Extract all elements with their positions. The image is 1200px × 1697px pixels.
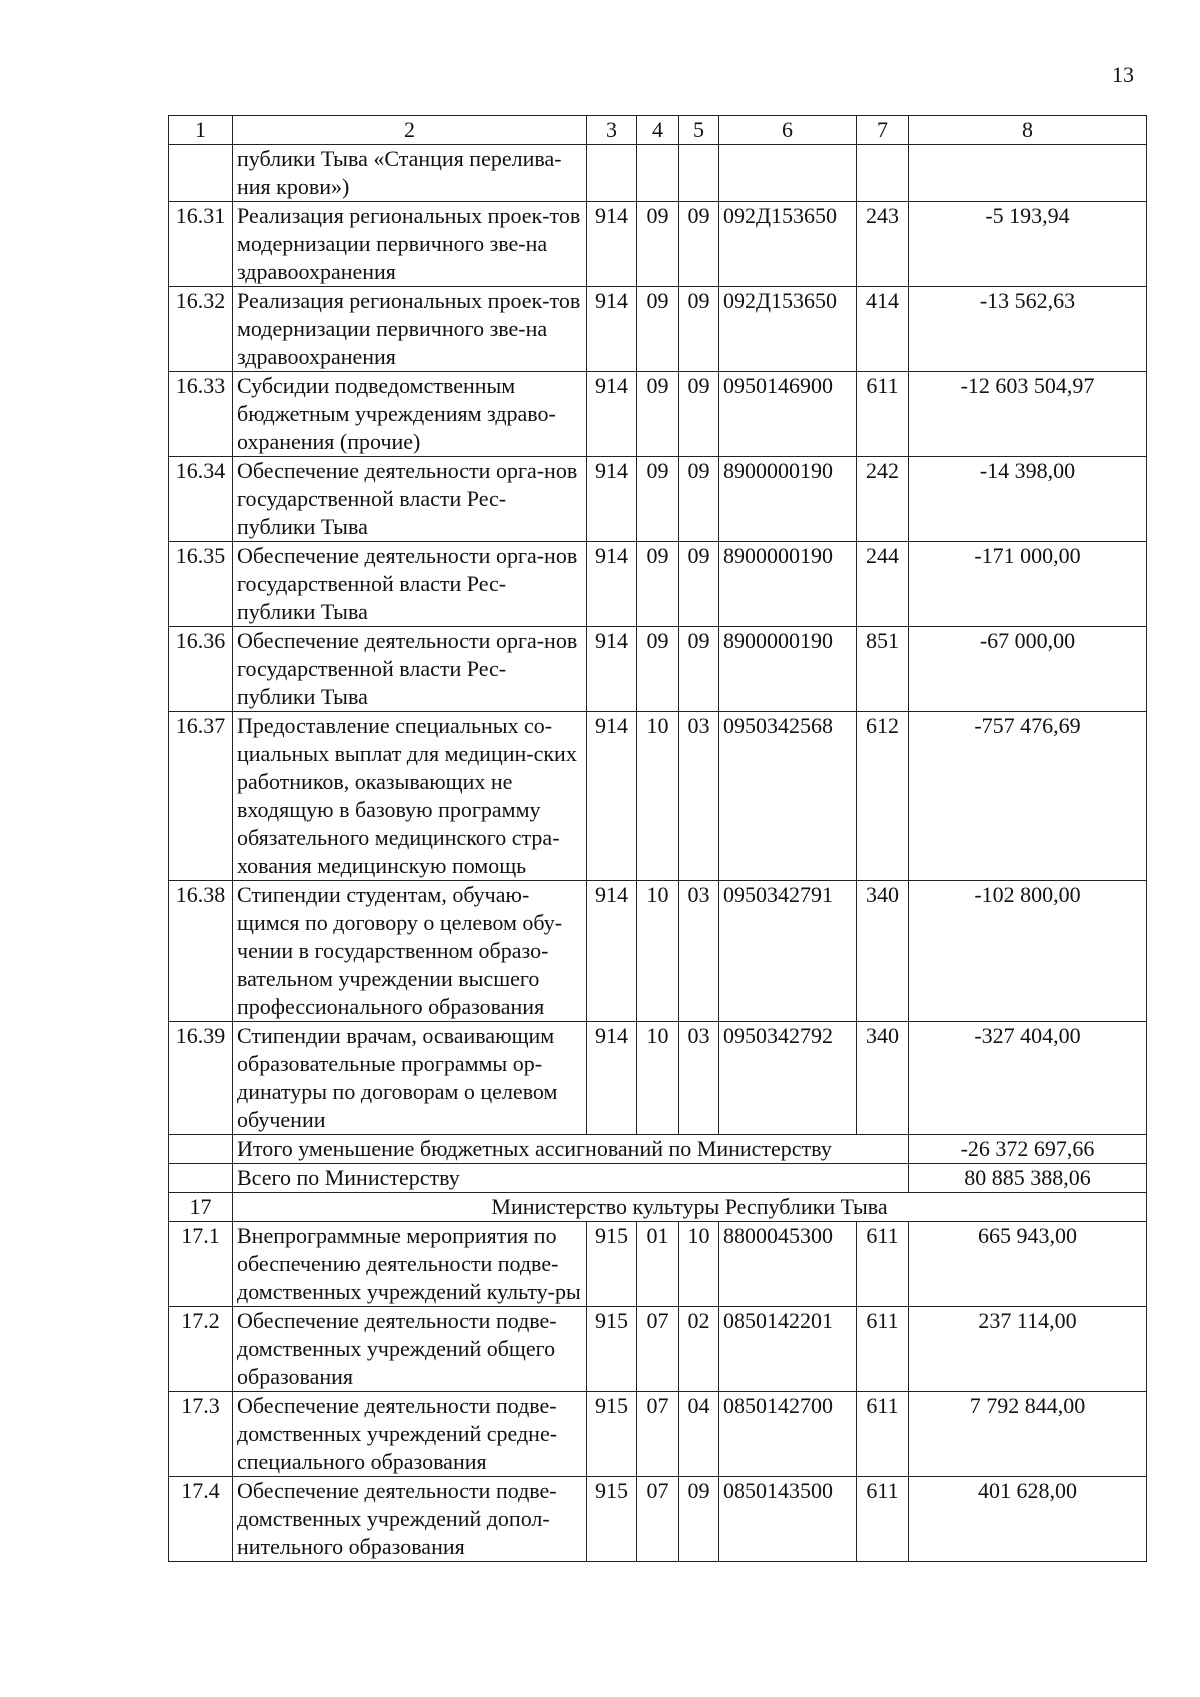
section-title: Министерство культуры Республики Тыва [233,1193,1147,1222]
row-grbs: 915 [587,1307,637,1392]
row-amount: -171 000,00 [909,542,1147,627]
table-row [169,881,1147,1022]
row-target-article: 0850142201 [719,1307,857,1392]
row-amount [909,145,1147,202]
row-expense-type: 612 [857,712,909,881]
row-target-article: 0850142700 [719,1392,857,1477]
table-row [169,145,1147,202]
row-name: Обеспечение деятельности подве-домственных учреждений средне-специального образования [233,1392,587,1477]
row-subsection-code [679,145,719,202]
row-section-code: 10 [637,712,679,881]
row-section-code: 10 [637,881,679,1022]
row-expense-type: 244 [857,542,909,627]
row-subsection-code: 03 [679,1022,719,1135]
row-expense-type: 611 [857,1307,909,1392]
row-name: Обеспечение деятельности орга-нов государственной власти Рес-публики Тыва [233,457,587,542]
header-cell: 1 [169,116,233,145]
total-decrease-label: Итого уменьшение бюджетных ассигнований по Министерству [233,1135,909,1164]
row-number: 16.31 [169,202,233,287]
row-number: 17.3 [169,1392,233,1477]
row-target-article: 8900000190 [719,542,857,627]
row-subsection-code: 09 [679,1477,719,1562]
row-section-code: 09 [637,287,679,372]
row-number: 16.36 [169,627,233,712]
row-target-article: 0850143500 [719,1477,857,1562]
row-grbs: 914 [587,542,637,627]
header-cell: 5 [679,116,719,145]
row-name: Реализация региональных проек-тов модернизации первичного зве-на здравоохранения [233,287,587,372]
row-subsection-code: 09 [679,287,719,372]
row-name: Стипендии врачам, осваивающим образовательные программы ор-динатуры по договорам о целевом обучении [233,1022,587,1135]
row-amount: 7 792 844,00 [909,1392,1147,1477]
row-section-code: 09 [637,542,679,627]
row-section-code: 07 [637,1307,679,1392]
row-section-code: 10 [637,1022,679,1135]
row-number: 16.32 [169,287,233,372]
table-row [169,287,1147,372]
row-name: Предоставление специальных со-циальных выплат для медицин-ских работников, оказывающих не входящую в базовую программу обязательного медицинского стра-хования медицинскую помощь [233,712,587,881]
row-amount: -67 000,00 [909,627,1147,712]
row-name: публики Тыва «Станция перелива-ния крови») [233,145,587,202]
row-section-code: 09 [637,202,679,287]
total-decrease-row [169,1135,1147,1164]
table-row [169,1222,1147,1307]
row-expense-type: 340 [857,1022,909,1135]
row-subsection-code: 03 [679,712,719,881]
row-expense-type: 611 [857,372,909,457]
row-target-article: 0950342568 [719,712,857,881]
row-section-code: 09 [637,457,679,542]
row-section-code: 07 [637,1392,679,1477]
row-amount: 401 628,00 [909,1477,1147,1562]
table-row [169,542,1147,627]
row-amount: -327 404,00 [909,1022,1147,1135]
table-row [169,1392,1147,1477]
row-subsection-code: 02 [679,1307,719,1392]
row-target-article: 8800045300 [719,1222,857,1307]
row-expense-type: 414 [857,287,909,372]
row-grbs: 914 [587,712,637,881]
row-number: 16.38 [169,881,233,1022]
row-expense-type [857,145,909,202]
row-subsection-code: 09 [679,372,719,457]
row-subsection-code: 04 [679,1392,719,1477]
row-amount: -757 476,69 [909,712,1147,881]
table-row [169,1307,1147,1392]
section-row [169,1193,1147,1222]
row-amount: -5 193,94 [909,202,1147,287]
row-subsection-code: 09 [679,457,719,542]
row-expense-type: 611 [857,1477,909,1562]
row-expense-type: 851 [857,627,909,712]
row-number: 17.4 [169,1477,233,1562]
row-subsection-code: 09 [679,202,719,287]
row-amount: -13 562,63 [909,287,1147,372]
row-section-code [637,145,679,202]
row-amount: 237 114,00 [909,1307,1147,1392]
row-number: 17.2 [169,1307,233,1392]
row-name: Обеспечение деятельности орга-нов государственной власти Рес-публики Тыва [233,627,587,712]
table-row [169,712,1147,881]
row-amount: 665 943,00 [909,1222,1147,1307]
row-grbs [587,145,637,202]
row-number: 16.34 [169,457,233,542]
empty-cell [169,1135,233,1164]
row-amount: -12 603 504,97 [909,372,1147,457]
row-number: 16.35 [169,542,233,627]
row-name: Обеспечение деятельности подве-домственных учреждений общего образования [233,1307,587,1392]
header-cell: 8 [909,116,1147,145]
row-expense-type: 340 [857,881,909,1022]
row-grbs: 914 [587,372,637,457]
header-cell: 6 [719,116,857,145]
table-header-row [169,116,1147,145]
row-section-code: 09 [637,372,679,457]
row-target-article: 092Д153650 [719,287,857,372]
row-number [169,145,233,202]
row-expense-type: 611 [857,1392,909,1477]
row-section-code: 01 [637,1222,679,1307]
table-row [169,627,1147,712]
row-name: Реализация региональных проек-тов модернизации первичного зве-на здравоохранения [233,202,587,287]
row-number: 16.37 [169,712,233,881]
row-number: 16.39 [169,1022,233,1135]
row-amount: -14 398,00 [909,457,1147,542]
row-name: Обеспечение деятельности орга-нов государственной власти Рес-публики Тыва [233,542,587,627]
row-grbs: 914 [587,287,637,372]
row-name: Обеспечение деятельности подве-домственных учреждений допол-нительного образования [233,1477,587,1562]
row-target-article: 0950342792 [719,1022,857,1135]
row-target-article: 0950342791 [719,881,857,1022]
row-grbs: 915 [587,1392,637,1477]
table-row [169,1022,1147,1135]
header-cell: 3 [587,116,637,145]
row-target-article: 8900000190 [719,627,857,712]
header-cell: 2 [233,116,587,145]
total-ministry-row [169,1164,1147,1193]
header-cell: 7 [857,116,909,145]
row-name: Внепрограммные мероприятия по обеспечению деятельности подве-домственных учреждений культу-ры [233,1222,587,1307]
row-expense-type: 611 [857,1222,909,1307]
row-name: Стипендии студентам, обучаю-щимся по договору о целевом обу-чении в государственном образо-вательном учреждении высшего профессионального образования [233,881,587,1022]
row-subsection-code: 03 [679,881,719,1022]
table-row [169,372,1147,457]
row-grbs: 914 [587,1022,637,1135]
row-target-article: 092Д153650 [719,202,857,287]
row-target-article: 0950146900 [719,372,857,457]
row-grbs: 914 [587,202,637,287]
total-decrease-sum: -26 372 697,66 [909,1135,1147,1164]
table-row [169,1477,1147,1562]
section-number: 17 [169,1193,233,1222]
total-ministry-sum: 80 885 388,06 [909,1164,1147,1193]
row-grbs: 915 [587,1222,637,1307]
row-number: 17.1 [169,1222,233,1307]
row-subsection-code: 10 [679,1222,719,1307]
row-grbs: 914 [587,627,637,712]
row-target-article [719,145,857,202]
row-grbs: 914 [587,457,637,542]
row-grbs: 914 [587,881,637,1022]
row-subsection-code: 09 [679,627,719,712]
row-expense-type: 242 [857,457,909,542]
header-cell: 4 [637,116,679,145]
row-amount: -102 800,00 [909,881,1147,1022]
row-grbs: 915 [587,1477,637,1562]
page-number: 13 [1112,62,1134,87]
empty-cell [169,1164,233,1193]
table-row [169,202,1147,287]
row-name: Субсидии подведомственным бюджетным учреждениям здраво-охранения (прочие) [233,372,587,457]
table-row [169,457,1147,542]
total-ministry-label: Всего по Министерству [233,1164,909,1193]
budget-table [168,115,1147,1562]
row-section-code: 09 [637,627,679,712]
row-section-code: 07 [637,1477,679,1562]
row-subsection-code: 09 [679,542,719,627]
row-number: 16.33 [169,372,233,457]
row-target-article: 8900000190 [719,457,857,542]
row-expense-type: 243 [857,202,909,287]
